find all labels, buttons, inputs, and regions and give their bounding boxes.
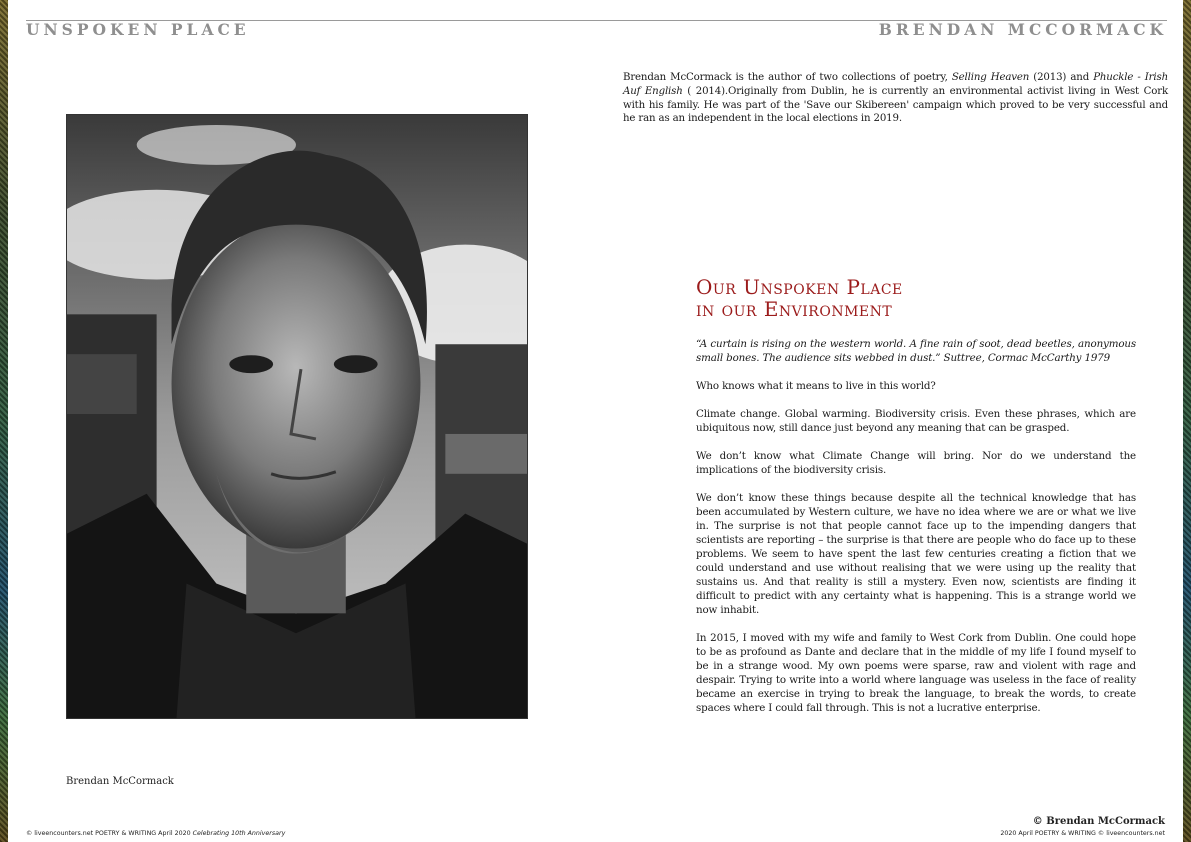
photo-caption: Brendan McCormack [66, 776, 174, 787]
running-head-left: UNSPOKEN PLACE [26, 20, 250, 39]
footer-left-text: © liveencounters.net POETRY & WRITING April 2020 [26, 830, 193, 837]
bio-book-title-2: Phuckle - Irish Auf English [623, 72, 1168, 97]
article-title-line-2: in our Environment [696, 297, 893, 321]
article-paragraph: In 2015, I moved with my wife and family to West Cork from Dublin. One could hope to be as profound as Dante and declare that in the middle of my life I found myself to be in a strange wood. My own poems were sparse, raw and violent with rage and despair. Trying to write into a world where language was useless in the face of reality became an exercise in trying to break the language, to break the words, to create spaces where I could fall through. This is not a lucrative enterprise. [696, 632, 1136, 714]
article-title-line-1: Our Unspoken Place [696, 275, 903, 299]
footer-right: 2020 April POETRY & WRITING © liveencounters.net [1000, 830, 1165, 837]
article-paragraph: Climate change. Global warming. Biodiversity crisis. Even these phrases, which are ubiquitous now, still dance just beyond any meaning that can be grasped. [696, 408, 1136, 434]
running-head-right: BRENDAN MCCORMACK [878, 20, 1167, 39]
article-paragraph: We don’t know what Climate Change will bring. Nor do we understand the implications of the biodiversity crisis. [696, 450, 1136, 476]
footer-left-anniversary: Celebrating 10th Anniversary [192, 830, 286, 837]
article-paragraph: We don’t know these things because despite all the technical knowledge that has been accumulated by Western culture, we have no idea where we are or what we live in. The surprise is not that people cannot face up to the impending dangers that scientists are reporting – the surprise is that there are people who do face up to these problems. We seem to have spent the last few centuries creating a fiction that we could understand and use without realising that we were using up the reality that sustains us. And that reality is still a mystery. Even now, scientists are finding it difficult to predict with any certainty what is happening. This is a strange world we now inhabit. [696, 492, 1136, 616]
bio-text-1: Brendan McCormack is the author of two collections of poetry, [623, 72, 952, 83]
bio-text-3: ( 2014).Originally from Dublin, he is currently an environmental activist living in West Cork with his family. He was part of the 'Save our Skibereen' campaign which proved to be very successful and he ran as an independent in the local elections in 2019. [623, 85, 1168, 125]
article-body [696, 337, 1136, 729]
author-portrait [66, 114, 528, 719]
bio-book-title-1: Selling Heaven [951, 72, 1030, 83]
article-paragraph: Who knows what it means to live in this world? [696, 380, 936, 392]
author-bio [623, 71, 1168, 126]
left-decorative-border [0, 0, 8, 842]
copyright-notice: © Brendan McCormack [1032, 816, 1165, 827]
footer-left [26, 830, 285, 837]
right-decorative-border [1183, 0, 1191, 842]
bio-text-2: (2013) and [1029, 72, 1094, 83]
article-epigraph: “A curtain is rising on the western world. A fine rain of soot, dead beetles, anonymous small bones. The audience sits webbed in dust.” Suttree, Cormac McCarthy 1979 [696, 338, 1136, 364]
article-title [696, 276, 1136, 320]
